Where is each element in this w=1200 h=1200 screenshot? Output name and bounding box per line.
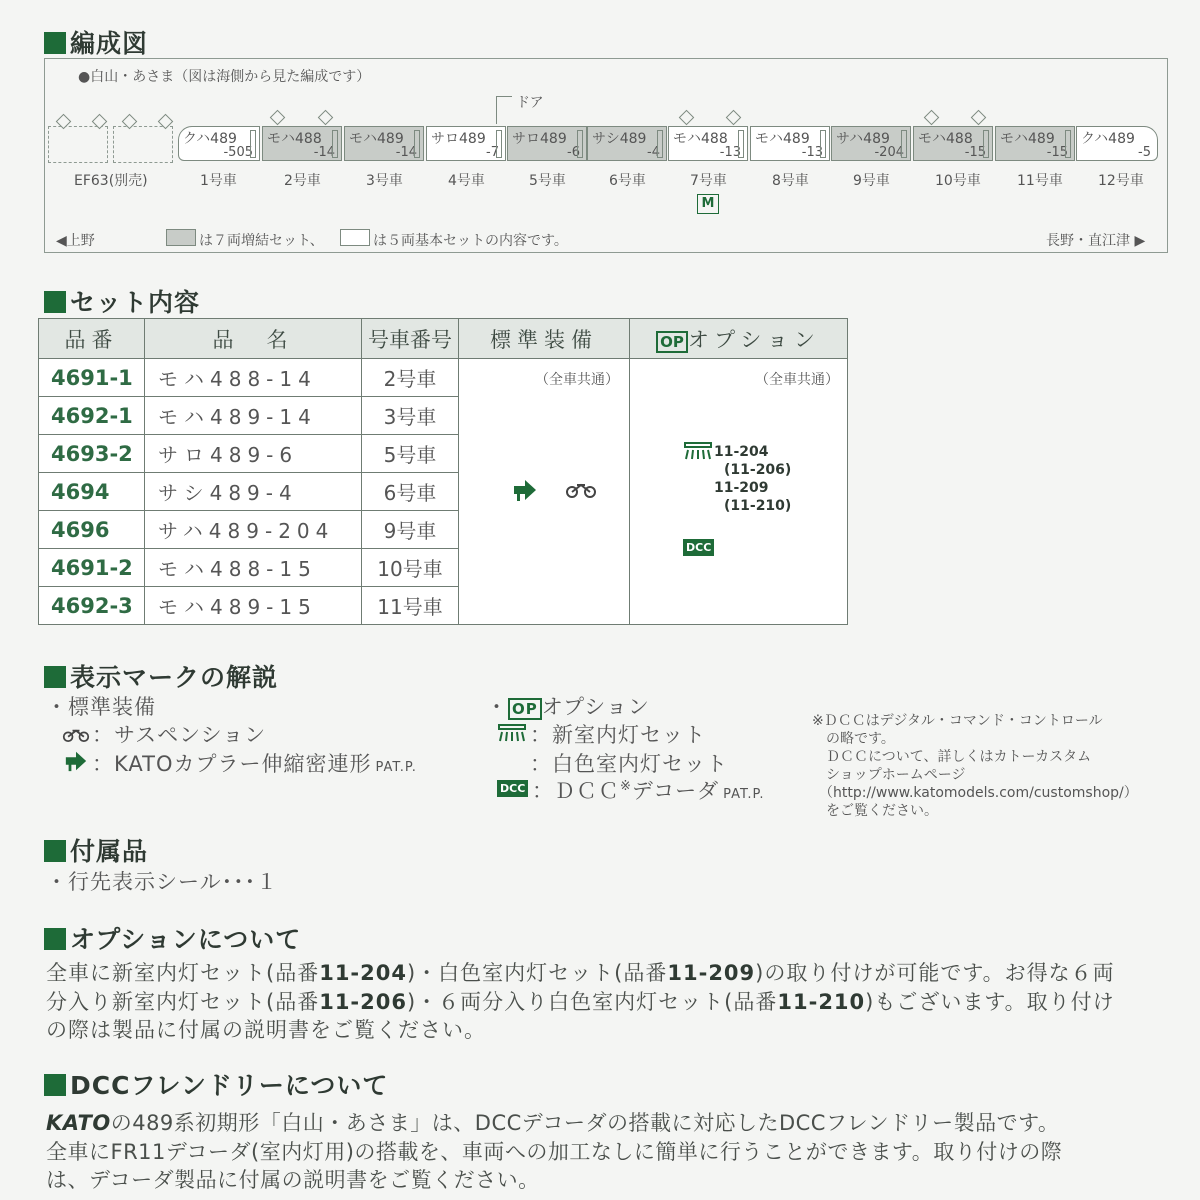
car-position-label: 8号車 bbox=[772, 173, 809, 189]
option-about-line-2: 分入り新室内灯セット(品番11-206)・６両分入り白色室内灯セット(品番11-210)もございます。取り付け bbox=[46, 990, 1115, 1014]
car-serial: -5 bbox=[1138, 145, 1151, 160]
car-position-label: 11号車 bbox=[1017, 173, 1063, 189]
option-about-line-1: 全車に新室内灯セット(品番11-204)・白色室内灯セット(品番11-209)の取り付けが可能です。お得な６両 bbox=[46, 961, 1115, 985]
car-position-label: 5号車 bbox=[529, 173, 566, 189]
product-name: モハ489-15 bbox=[145, 587, 362, 625]
car-model: クハ489 bbox=[183, 131, 237, 147]
car-7 bbox=[668, 126, 748, 161]
dcc-decoder-label: ：ＤＣＣ※デコーダ PAT.P. bbox=[532, 779, 765, 803]
car-serial: -14 bbox=[313, 145, 335, 160]
car-number: 5号車 bbox=[362, 435, 459, 473]
product-name: サシ489-4 bbox=[145, 473, 362, 511]
car-10 bbox=[913, 126, 993, 161]
dcc-about-line-1: KATOの489系初期形「白山・あさま」は、DCCデコーダの搭載に対応したDCCフレンドリー製品です。 bbox=[46, 1111, 1060, 1135]
option-about-line-3: の際は製品に付属の説明書をご覧ください。 bbox=[46, 1018, 486, 1042]
car-number: 3号車 bbox=[362, 397, 459, 435]
standard-common-note: （全車共通） bbox=[535, 372, 619, 388]
dcc-icon: DCC bbox=[683, 539, 714, 556]
legend-gray-text: は７両増結セット、 bbox=[199, 233, 324, 249]
product-code: 4691-1 bbox=[39, 359, 145, 397]
door-mark bbox=[250, 130, 256, 158]
car-model: モハ489 bbox=[1000, 131, 1055, 147]
product-code: 4696 bbox=[39, 511, 145, 549]
car-model: サロ489 bbox=[431, 131, 486, 147]
header-code: 品番 bbox=[39, 319, 145, 359]
car-number: 10号車 bbox=[362, 549, 459, 587]
car-serial: -13 bbox=[719, 145, 741, 160]
locomotive-label: EF63(別売) bbox=[74, 173, 148, 189]
section-title-accessories: 付属品 bbox=[44, 832, 148, 868]
suspension-icon bbox=[62, 727, 90, 743]
door-mark bbox=[657, 130, 663, 158]
car-serial: -13 bbox=[801, 145, 823, 160]
car-number: 11号車 bbox=[362, 587, 459, 625]
dcc-about-line-3: は、デコーダ製品に付属の説明書をご覧ください。 bbox=[46, 1168, 540, 1192]
door-pointer-h bbox=[496, 96, 512, 97]
door-mark bbox=[738, 130, 744, 158]
section-title-marks: 表示マークの解説 bbox=[44, 658, 278, 694]
car-number: 2号車 bbox=[362, 359, 459, 397]
option-icon: OP bbox=[508, 698, 542, 720]
legend-white-text: は５両基本セットの内容です。 bbox=[373, 233, 568, 249]
car-position-label: 10号車 bbox=[935, 173, 981, 189]
option-codes: 11-204 (11-206) 11-209 (11-210) bbox=[714, 444, 792, 514]
car-9 bbox=[831, 126, 911, 161]
car-position-label: 7号車 bbox=[690, 173, 727, 189]
car-model: サロ489 bbox=[512, 131, 567, 147]
header-name: 品 名 bbox=[145, 319, 362, 359]
car-serial: -15 bbox=[1046, 145, 1068, 160]
section-title-formation: 編成図 bbox=[44, 24, 148, 60]
car-position-label: 12号車 bbox=[1098, 173, 1144, 189]
direction-left: ◀上野 bbox=[56, 233, 95, 249]
car-model: サハ489 bbox=[836, 131, 890, 147]
product-code: 4693-2 bbox=[39, 435, 145, 473]
car-serial: -7 bbox=[486, 145, 499, 160]
car-5 bbox=[507, 126, 587, 161]
car-model: クハ489 bbox=[1081, 131, 1135, 147]
product-name: モハ488-15 bbox=[145, 549, 362, 587]
car-serial: -15 bbox=[964, 145, 986, 160]
door-mark bbox=[577, 130, 583, 158]
standard-equipment-cell bbox=[459, 359, 630, 625]
car-serial: -505 bbox=[223, 145, 253, 160]
car-number: 6号車 bbox=[362, 473, 459, 511]
locomotive-unit-2 bbox=[113, 126, 173, 163]
set-contents-table bbox=[38, 318, 848, 625]
locomotive-unit-1 bbox=[48, 126, 108, 163]
option-cell bbox=[630, 359, 848, 625]
option-heading: ・ OP オプション bbox=[486, 695, 650, 719]
coupler-icon bbox=[64, 749, 88, 773]
direction-right: 長野・直江津 ▶ bbox=[1046, 233, 1146, 249]
standard-equipment-heading: ・標準装備 bbox=[46, 695, 156, 719]
product-name: モハ488-14 bbox=[145, 359, 362, 397]
car-serial: -14 bbox=[395, 145, 417, 160]
room-light-icon bbox=[684, 441, 712, 461]
car-4 bbox=[426, 126, 506, 161]
product-code: 4691-2 bbox=[39, 549, 145, 587]
option-common-note: （全車共通） bbox=[755, 372, 839, 388]
car-model: サシ489 bbox=[592, 131, 647, 147]
car-1 bbox=[178, 126, 260, 161]
legend-gray-swatch bbox=[166, 229, 196, 246]
product-name: モハ489-14 bbox=[145, 397, 362, 435]
section-title-set-contents: セット内容 bbox=[44, 283, 200, 319]
product-code: 4692-1 bbox=[39, 397, 145, 435]
car-serial: -4 bbox=[647, 145, 660, 160]
product-code: 4692-3 bbox=[39, 587, 145, 625]
door-mark bbox=[496, 130, 502, 158]
door-mark bbox=[332, 130, 338, 158]
car-position-label: 1号車 bbox=[200, 173, 237, 189]
accessory-item: ・行先表示シール･･･１ bbox=[46, 870, 279, 894]
car-position-label: 2号車 bbox=[284, 173, 321, 189]
car-serial: -204 bbox=[874, 145, 904, 160]
section-title-option-about: オプションについて bbox=[44, 920, 301, 956]
car-position-label: 3号車 bbox=[366, 173, 403, 189]
car-6 bbox=[587, 126, 667, 161]
room-light-icon bbox=[498, 723, 526, 743]
coupler-label: ：KATOカプラー伸縮密連形 PAT.P. bbox=[92, 752, 417, 776]
car-model: モハ489 bbox=[755, 131, 810, 147]
dcc-note: ※ＤＣＣはデジタル・コマンド・コントロール の略です。 ＤＣＣについて、詳しくはカトーカスタム ショップホームページ （http://www.katomodels.com/customshop/） をご覧ください。 bbox=[812, 713, 1138, 819]
car-model: モハ489 bbox=[349, 131, 404, 147]
door-mark bbox=[983, 130, 989, 158]
product-name: サハ489-204 bbox=[145, 511, 362, 549]
car-model: モハ488 bbox=[918, 131, 973, 147]
table-header-row bbox=[39, 319, 848, 359]
car-3 bbox=[344, 126, 424, 161]
door-mark bbox=[901, 130, 907, 158]
dcc-about-line-2: 全車にFR11デコーダ(室内灯用)の搭載を、車両への加工なしに簡単に行うことができます。取り付けの際 bbox=[46, 1140, 1063, 1164]
product-name: サロ489-6 bbox=[145, 435, 362, 473]
door-mark bbox=[820, 130, 826, 158]
door-mark bbox=[1065, 130, 1071, 158]
car-position-label: 9号車 bbox=[853, 173, 890, 189]
header-option: OP オプション bbox=[630, 319, 848, 359]
car-serial: -6 bbox=[567, 145, 580, 160]
table-row bbox=[39, 359, 848, 397]
car-position-label: 4号車 bbox=[448, 173, 485, 189]
product-code: 4694 bbox=[39, 473, 145, 511]
header-car: 号車番号 bbox=[362, 319, 459, 359]
door-pointer bbox=[496, 96, 497, 124]
car-11 bbox=[995, 126, 1075, 161]
car-model: モハ488 bbox=[673, 131, 728, 147]
kato-logo: KATO bbox=[46, 1111, 111, 1135]
car-position-label: 6号車 bbox=[609, 173, 646, 189]
suspension-icon bbox=[565, 481, 597, 499]
car-8 bbox=[750, 126, 830, 161]
door-mark bbox=[414, 130, 420, 158]
formation-subtitle: ●白山・あさま（図は海側から見た編成です） bbox=[78, 69, 371, 85]
header-standard: 標準装備 bbox=[459, 319, 630, 359]
white-room-light-label: ：白色室内灯セット bbox=[530, 752, 728, 776]
section-title-dcc-about: DCCフレンドリーについて bbox=[44, 1066, 388, 1102]
car-number: 9号車 bbox=[362, 511, 459, 549]
door-label: ドア bbox=[516, 95, 544, 111]
car-12 bbox=[1076, 126, 1158, 161]
suspension-label: ：サスペンション bbox=[92, 723, 267, 747]
car-model: モハ488 bbox=[267, 131, 322, 147]
dcc-icon: DCC bbox=[497, 780, 528, 797]
option-icon: OP bbox=[656, 331, 688, 353]
legend-white-swatch bbox=[340, 229, 370, 246]
car-2 bbox=[262, 126, 342, 161]
motor-car-badge: M bbox=[697, 194, 719, 214]
new-room-light-label: ：新室内灯セット bbox=[530, 723, 706, 747]
coupler-icon bbox=[512, 477, 538, 503]
